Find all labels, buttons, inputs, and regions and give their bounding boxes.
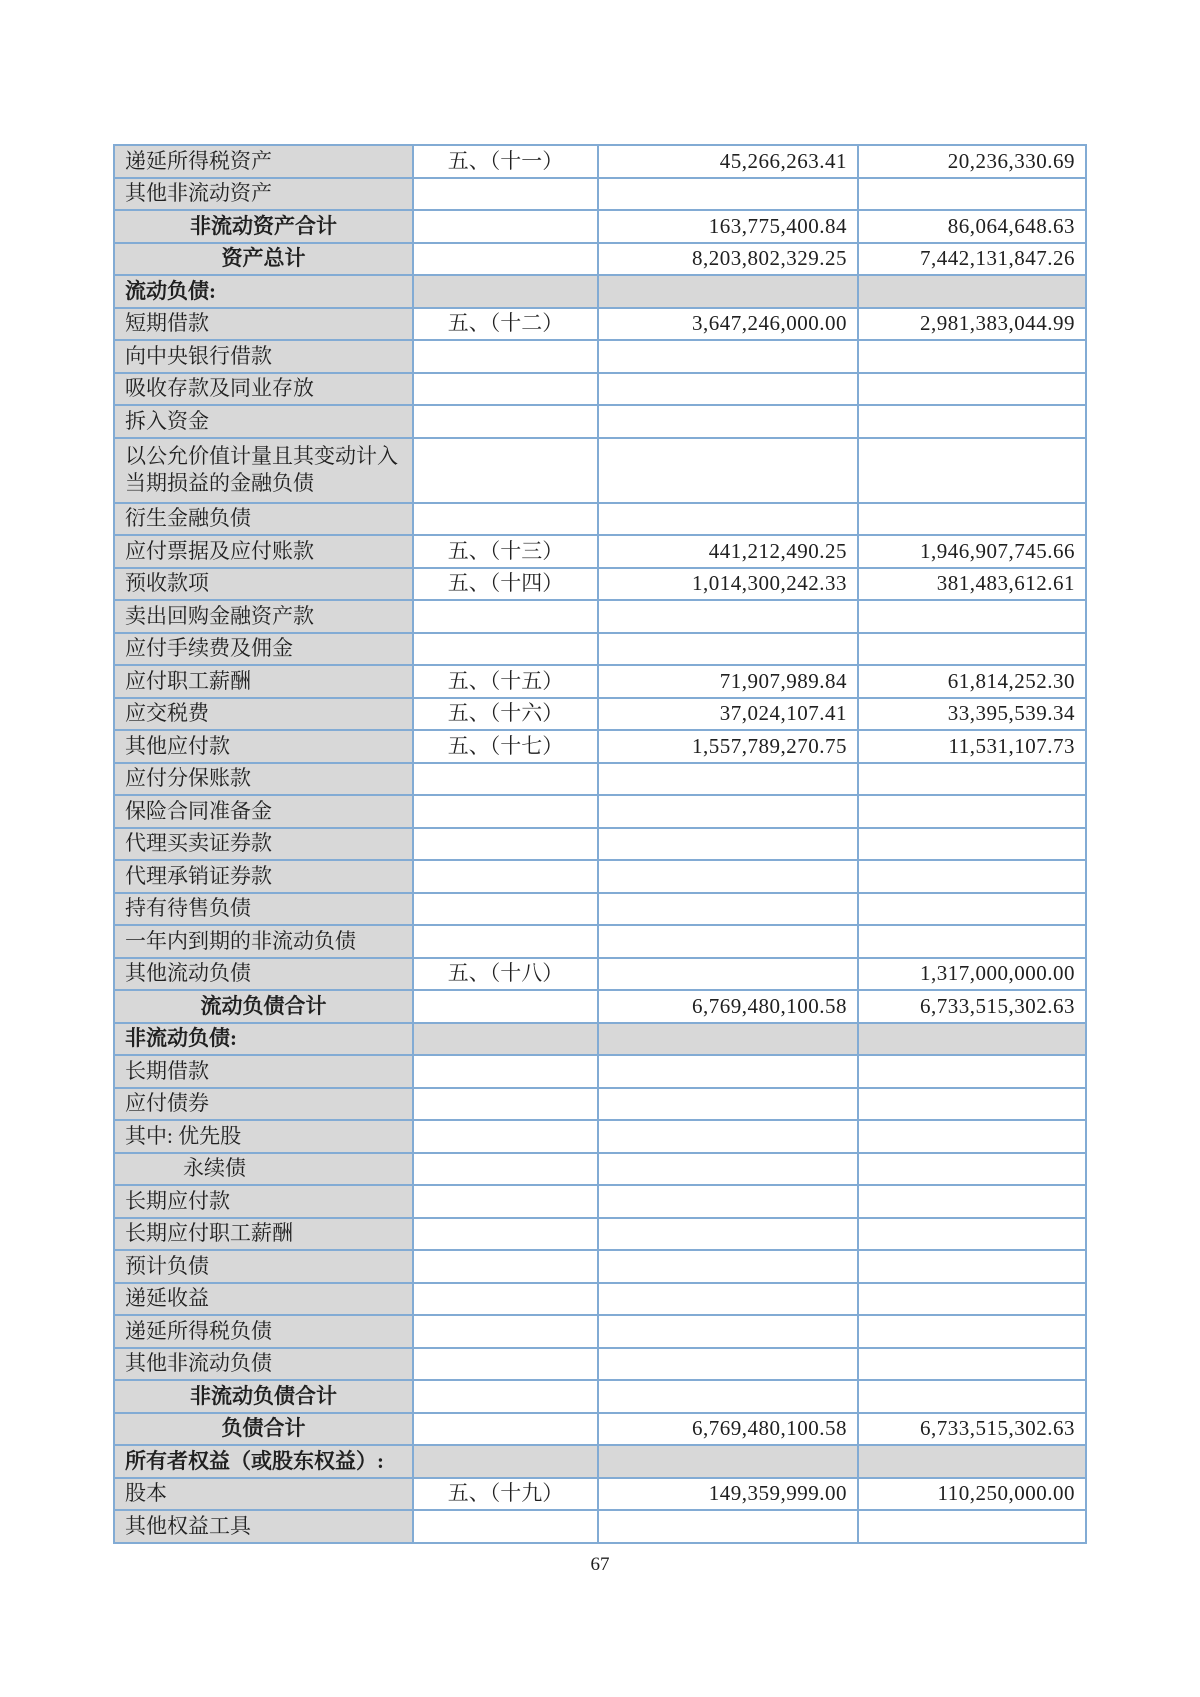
row-note-ref: 五、（十八） <box>413 958 598 991</box>
row-amount-prior <box>858 1445 1086 1478</box>
row-note-ref <box>413 1185 598 1218</box>
table-row <box>114 243 1086 276</box>
table-row <box>114 1510 1086 1543</box>
row-note-ref <box>413 1218 598 1251</box>
row-amount-prior <box>858 340 1086 373</box>
table-row <box>114 763 1086 796</box>
table-row <box>114 308 1086 341</box>
row-amount-current <box>598 958 858 991</box>
row-note-ref <box>413 340 598 373</box>
row-amount-prior <box>858 1380 1086 1413</box>
table-row <box>114 145 1086 178</box>
row-amount-prior: 381,483,612.61 <box>858 568 1086 601</box>
row-amount-prior: 61,814,252.30 <box>858 665 1086 698</box>
row-item-label: 非流动负债: <box>114 1023 413 1056</box>
row-item-label: 应付分保账款 <box>114 763 413 796</box>
row-amount-prior <box>858 1055 1086 1088</box>
row-amount-current <box>598 1283 858 1316</box>
row-amount-prior <box>858 1153 1086 1186</box>
row-note-ref <box>413 1055 598 1088</box>
table-row <box>114 1348 1086 1381</box>
table-row <box>114 535 1086 568</box>
table-row <box>114 1250 1086 1283</box>
table-row <box>114 1283 1086 1316</box>
row-item-label: 持有待售负债 <box>114 893 413 926</box>
row-amount-prior <box>858 1283 1086 1316</box>
table-row <box>114 1218 1086 1251</box>
row-amount-current: 3,647,246,000.00 <box>598 308 858 341</box>
table-row <box>114 1380 1086 1413</box>
row-amount-current: 6,769,480,100.58 <box>598 1413 858 1446</box>
row-amount-prior: 1,317,000,000.00 <box>858 958 1086 991</box>
row-amount-current: 45,266,263.41 <box>598 145 858 178</box>
table-row <box>114 503 1086 536</box>
row-amount-current <box>598 1023 858 1056</box>
row-item-label: 长期借款 <box>114 1055 413 1088</box>
row-note-ref <box>413 925 598 958</box>
row-amount-current <box>598 1120 858 1153</box>
row-note-ref <box>413 1088 598 1121</box>
row-amount-current <box>598 1250 858 1283</box>
row-amount-current <box>598 503 858 536</box>
table-row <box>114 1315 1086 1348</box>
row-note-ref <box>413 1283 598 1316</box>
table-row <box>114 730 1086 763</box>
row-note-ref <box>413 373 598 406</box>
row-amount-prior: 1,946,907,745.66 <box>858 535 1086 568</box>
row-amount-prior <box>858 1120 1086 1153</box>
row-amount-current: 1,014,300,242.33 <box>598 568 858 601</box>
row-item-label: 其他非流动资产 <box>114 178 413 211</box>
row-item-label: 预收款项 <box>114 568 413 601</box>
row-amount-prior <box>858 178 1086 211</box>
row-amount-prior: 33,395,539.34 <box>858 698 1086 731</box>
row-note-ref <box>413 860 598 893</box>
page-number: 67 <box>590 1554 610 1575</box>
row-note-ref: 五、（十九） <box>413 1478 598 1511</box>
row-amount-prior <box>858 860 1086 893</box>
row-item-label: 其中: 优先股 <box>114 1120 413 1153</box>
row-note-ref <box>413 243 598 276</box>
row-note-ref <box>413 1120 598 1153</box>
row-amount-current <box>598 828 858 861</box>
row-note-ref <box>413 1380 598 1413</box>
row-amount-current <box>598 795 858 828</box>
row-amount-current <box>598 600 858 633</box>
row-amount-prior <box>858 1348 1086 1381</box>
row-item-label: 代理承销证券款 <box>114 860 413 893</box>
row-item-label: 卖出回购金融资产款 <box>114 600 413 633</box>
row-note-ref <box>413 893 598 926</box>
row-amount-current <box>598 373 858 406</box>
row-amount-current: 163,775,400.84 <box>598 210 858 243</box>
row-amount-current: 1,557,789,270.75 <box>598 730 858 763</box>
row-note-ref <box>413 1413 598 1446</box>
row-item-label: 其他权益工具 <box>114 1510 413 1543</box>
row-item-label: 应付票据及应付账款 <box>114 535 413 568</box>
row-amount-current <box>598 1088 858 1121</box>
table-row <box>114 1088 1086 1121</box>
row-item-label: 递延所得税资产 <box>114 145 413 178</box>
row-amount-prior <box>858 1218 1086 1251</box>
row-note-ref <box>413 210 598 243</box>
row-note-ref <box>413 503 598 536</box>
row-amount-prior <box>858 925 1086 958</box>
table-row <box>114 275 1086 308</box>
row-amount-prior: 2,981,383,044.99 <box>858 308 1086 341</box>
row-item-label: 拆入资金 <box>114 405 413 438</box>
row-amount-current <box>598 1510 858 1543</box>
table-row <box>114 373 1086 406</box>
row-amount-current <box>598 1315 858 1348</box>
row-amount-current <box>598 1445 858 1478</box>
row-item-label: 一年内到期的非流动负债 <box>114 925 413 958</box>
row-amount-prior <box>858 893 1086 926</box>
row-amount-prior <box>858 405 1086 438</box>
row-item-label: 应付债券 <box>114 1088 413 1121</box>
row-amount-prior <box>858 633 1086 666</box>
row-item-label: 其他非流动负债 <box>114 1348 413 1381</box>
row-note-ref <box>413 633 598 666</box>
row-note-ref <box>413 1153 598 1186</box>
table-row <box>114 665 1086 698</box>
row-amount-current: 149,359,999.00 <box>598 1478 858 1511</box>
row-amount-current: 441,212,490.25 <box>598 535 858 568</box>
row-note-ref <box>413 990 598 1023</box>
table-row <box>114 405 1086 438</box>
row-amount-current <box>598 1153 858 1186</box>
row-item-label: 向中央银行借款 <box>114 340 413 373</box>
row-amount-prior <box>858 763 1086 796</box>
row-item-label: 长期应付职工薪酬 <box>114 1218 413 1251</box>
table-row <box>114 958 1086 991</box>
table-row <box>114 1478 1086 1511</box>
table-row <box>114 1055 1086 1088</box>
table-row <box>114 860 1086 893</box>
row-item-label: 吸收存款及同业存放 <box>114 373 413 406</box>
row-note-ref: 五、（十一） <box>413 145 598 178</box>
row-amount-current <box>598 178 858 211</box>
row-note-ref <box>413 600 598 633</box>
row-note-ref <box>413 178 598 211</box>
row-item-label: 非流动资产合计 <box>114 210 413 243</box>
row-amount-prior <box>858 373 1086 406</box>
row-amount-current <box>598 438 858 503</box>
row-amount-current: 37,024,107.41 <box>598 698 858 731</box>
table-row <box>114 1413 1086 1446</box>
table-row <box>114 990 1086 1023</box>
row-amount-prior <box>858 1315 1086 1348</box>
balance-sheet-table <box>113 144 1087 1544</box>
row-amount-current <box>598 925 858 958</box>
row-item-label: 保险合同准备金 <box>114 795 413 828</box>
row-amount-prior <box>858 438 1086 503</box>
table-row <box>114 893 1086 926</box>
row-amount-current <box>598 1348 858 1381</box>
table-row <box>114 795 1086 828</box>
row-note-ref: 五、（十二） <box>413 308 598 341</box>
row-note-ref <box>413 828 598 861</box>
row-item-label: 衍生金融负债 <box>114 503 413 536</box>
row-note-ref <box>413 1510 598 1543</box>
row-amount-prior <box>858 1185 1086 1218</box>
row-note-ref <box>413 1445 598 1478</box>
row-amount-prior: 110,250,000.00 <box>858 1478 1086 1511</box>
row-amount-current <box>598 860 858 893</box>
row-item-label: 其他流动负债 <box>114 958 413 991</box>
row-item-label: 以公允价值计量且其变动计入当期损益的金融负债 <box>114 438 413 503</box>
table-row <box>114 438 1086 503</box>
table-row <box>114 1120 1086 1153</box>
row-amount-current <box>598 1185 858 1218</box>
row-note-ref: 五、（十四） <box>413 568 598 601</box>
table-row <box>114 1185 1086 1218</box>
row-item-label: 预计负债 <box>114 1250 413 1283</box>
row-amount-prior: 6,733,515,302.63 <box>858 990 1086 1023</box>
table-body <box>114 145 1086 1543</box>
table-row <box>114 1153 1086 1186</box>
row-item-label: 递延收益 <box>114 1283 413 1316</box>
row-item-label: 代理买卖证券款 <box>114 828 413 861</box>
row-amount-prior: 6,733,515,302.63 <box>858 1413 1086 1446</box>
row-amount-prior: 20,236,330.69 <box>858 145 1086 178</box>
row-amount-prior: 11,531,107.73 <box>858 730 1086 763</box>
row-amount-prior <box>858 1510 1086 1543</box>
row-amount-current <box>598 1218 858 1251</box>
row-note-ref <box>413 1023 598 1056</box>
row-amount-current <box>598 340 858 373</box>
row-note-ref: 五、（十七） <box>413 730 598 763</box>
row-item-label: 流动负债: <box>114 275 413 308</box>
row-item-label: 短期借款 <box>114 308 413 341</box>
row-amount-current <box>598 405 858 438</box>
table-row <box>114 568 1086 601</box>
row-note-ref <box>413 438 598 503</box>
row-amount-current: 71,907,989.84 <box>598 665 858 698</box>
row-item-label: 长期应付款 <box>114 1185 413 1218</box>
row-item-label: 流动负债合计 <box>114 990 413 1023</box>
row-item-label: 应付手续费及佣金 <box>114 633 413 666</box>
row-amount-current <box>598 1055 858 1088</box>
table-row <box>114 828 1086 861</box>
row-note-ref <box>413 763 598 796</box>
row-amount-prior <box>858 795 1086 828</box>
row-amount-prior <box>858 503 1086 536</box>
table-row <box>114 178 1086 211</box>
row-item-label: 递延所得税负债 <box>114 1315 413 1348</box>
row-amount-current <box>598 763 858 796</box>
table-row <box>114 633 1086 666</box>
row-note-ref <box>413 1348 598 1381</box>
row-note-ref <box>413 405 598 438</box>
row-item-label: 应付职工薪酬 <box>114 665 413 698</box>
row-item-label: 负债合计 <box>114 1413 413 1446</box>
row-amount-current <box>598 633 858 666</box>
row-amount-current <box>598 275 858 308</box>
table-row <box>114 1023 1086 1056</box>
row-note-ref <box>413 1315 598 1348</box>
row-amount-prior <box>858 1023 1086 1056</box>
table-row <box>114 1445 1086 1478</box>
row-amount-prior <box>858 1088 1086 1121</box>
table-row <box>114 925 1086 958</box>
table-row <box>114 210 1086 243</box>
row-note-ref: 五、（十六） <box>413 698 598 731</box>
row-amount-current <box>598 1380 858 1413</box>
table-row <box>114 340 1086 373</box>
row-amount-prior: 7,442,131,847.26 <box>858 243 1086 276</box>
row-amount-current: 6,769,480,100.58 <box>598 990 858 1023</box>
row-amount-prior <box>858 1250 1086 1283</box>
row-amount-prior <box>858 600 1086 633</box>
row-item-label: 应交税费 <box>114 698 413 731</box>
row-item-label: 所有者权益（或股东权益）: <box>114 1445 413 1478</box>
table-row <box>114 698 1086 731</box>
row-item-label: 股本 <box>114 1478 413 1511</box>
row-amount-prior: 86,064,648.63 <box>858 210 1086 243</box>
row-note-ref <box>413 795 598 828</box>
row-amount-current: 8,203,802,329.25 <box>598 243 858 276</box>
row-note-ref: 五、（十五） <box>413 665 598 698</box>
row-amount-prior <box>858 275 1086 308</box>
row-note-ref <box>413 1250 598 1283</box>
row-item-label: 资产总计 <box>114 243 413 276</box>
row-note-ref: 五、（十三） <box>413 535 598 568</box>
row-item-label: 其他应付款 <box>114 730 413 763</box>
table-row <box>114 600 1086 633</box>
row-item-label: 永续债 <box>114 1153 413 1186</box>
row-amount-current <box>598 893 858 926</box>
row-amount-prior <box>858 828 1086 861</box>
row-note-ref <box>413 275 598 308</box>
row-item-label: 非流动负债合计 <box>114 1380 413 1413</box>
